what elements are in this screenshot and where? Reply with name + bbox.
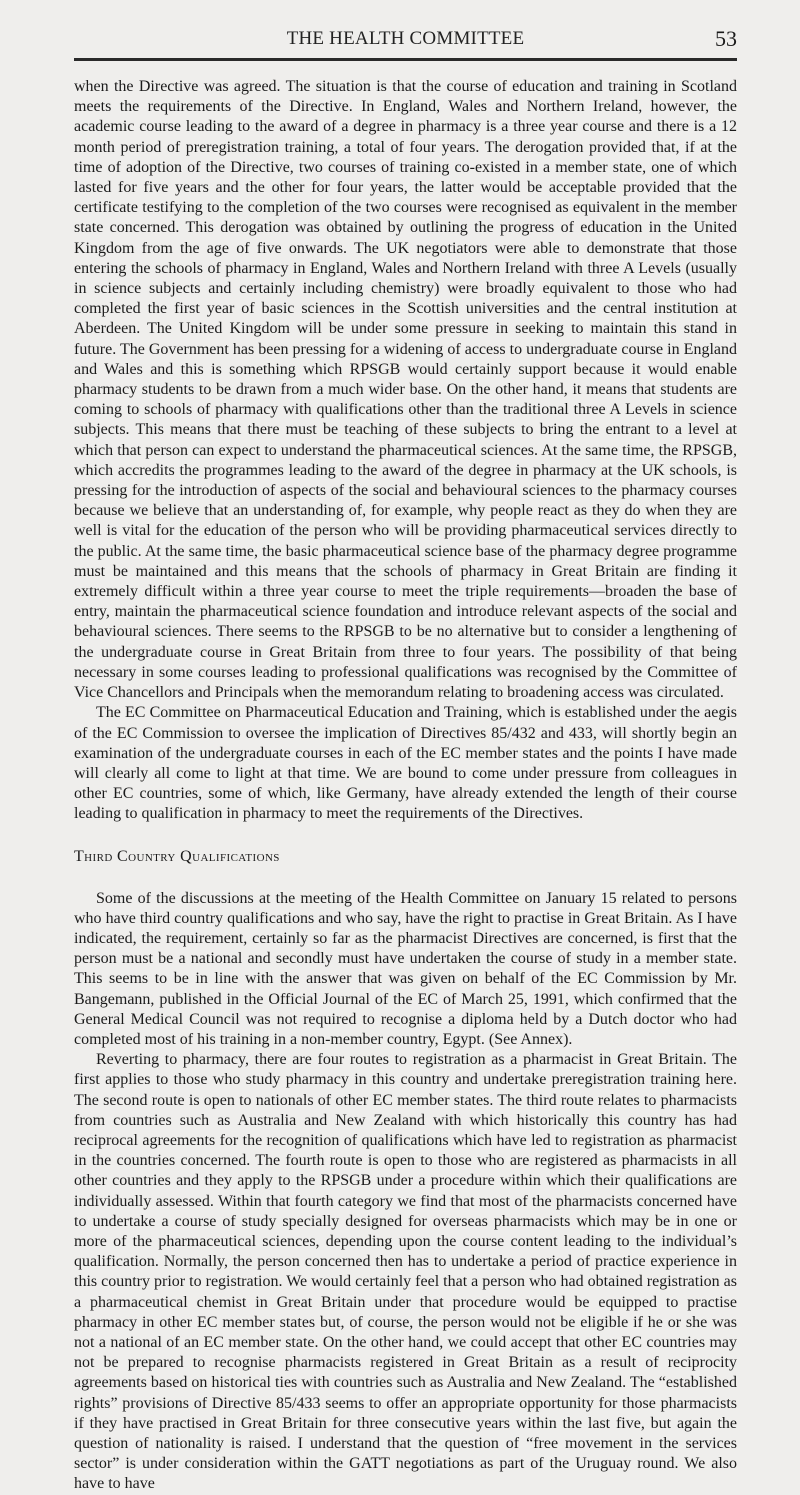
running-title: THE HEALTH COMMITTEE [286, 28, 525, 49]
paragraph: Some of the discussions at the meeting of the Health Committee on January 15 related to persons who have third country qualifications and who say, have the right to practise in Great Britain. As I have indicated, the requirement, certainly so far as the pharmacist Directives are concerned, is first that the person must be a national and secondly must have undertaken the course of study in a member state. This seems to be in line with the answer that was given on behalf of the EC Commission by Mr. Bangemann, published in the Official Journal of the EC of March 25, 1991, which confirmed that the General Medical Council was not required to recognise a diploma held by a Dutch doctor who had completed most of his training in a non-member country, Egypt. (See Annex). [74, 889, 737, 1048]
running-header [74, 20, 737, 50]
paragraph: when the Directive was agreed. The situation is that the course of education and training in Scotland meets the requirements of the Directive. In England, Wales and Northern Ireland, however, the academic course leading to the award of a degree in pharmacy is a three year course and there is a 12 month period of preregistration training, a total of four years. The derogation provided that, if at the time of adoption of the Directive, two courses of training co-existed in a member state, one of which lasted for five years and the other for four years, the latter would be acceptable provided that the certificate testifying to the completion of the two courses were recognised as equivalent in the member state concerned. This derogation was obtained by outlining the progress of education in the United Kingdom from the age of five onwards. The UK negotiators were able to demonstrate that those entering the schools of pharmacy in England, Wales and Northern Ireland with three A Levels (usually in science subjects and certainly including chemistry) were broadly equivalent to those who had completed the first year of basic sciences in the Scottish universities and the central institution at Aberdeen. The United Kingdom will be under some pressure in seeking to maintain this stand in future. The Government has been pressing for a widening of access to undergraduate course in England and Wales and this is something which RPSGB would certainly support because it would enable pharmacy students to be drawn from a much wider base. On the other hand, it means that students are coming to schools of pharmacy with qualifications other than the traditional three A Levels in science subjects. This means that there must be teaching of these subjects to bring the entrant to a level at which that person can expect to understand the pharmaceutical sciences. At the same time, the RPSGB, which accredits the programmes leading to the award of the degree in pharmacy at the UK schools, is pressing for the introduction of aspects of the social and behavioural sciences to the pharmacy courses because we believe that an understanding of, for example, why people react as they do when they are well is vital for the education of the person who will be providing pharmaceutical services directly to the public. At the same time, the basic pharmaceutical science base of the pharmacy degree programme must be maintained and this means that the schools of pharmacy in Great Britain are finding it extremely difficult within a three year course to meet the triple requirements—broaden the base of entry, maintain the pharmaceutical science foundation and introduce relevant aspects of the social and behavioural sciences. There seems to the RPSGB to be no alternative but to consider a lengthening of the undergraduate course in Great Britain from three to four years. The possibility of that being necessary in some courses leading to professional qualifications was recognised by the Committee of Vice Chancellors and Principals when the memorandum relating to broadening access was circulated. [74, 78, 737, 702]
body-text [74, 77, 737, 1495]
page-number: 53 [715, 26, 737, 51]
paragraph: The EC Committee on Pharmaceutical Education and Training, which is established under the aegis of the EC Commission to oversee the implication of Directives 85/432 and 433, will shortly begin an examination of the undergraduate courses in each of the EC member states and the points I have made will clearly all come to light at that time. We are bound to come under pressure from colleagues in other EC countries, some of which, like Germany, have already extended the length of their course leading to qualification in pharmacy to meet the requirements of the Directives. [74, 704, 737, 823]
header-rule [74, 58, 737, 61]
section-heading: Third Country Qualifications [74, 847, 280, 865]
paragraph: Reverting to pharmacy, there are four routes to registration as a pharmacist in Great Britain. The first applies to those who study pharmacy in this country and undertake preregistration training here. The second route is open to nationals of other EC member states. The third route relates to pharmacists from countries such as Australia and New Zealand with which historically this country has had reciprocal agreements for the recognition of qualifications which have led to registration as pharmacist in the countries concerned. The fourth route is open to those who are registered as pharmacists in all other countries and they apply to the RPSGB under a procedure within which their qualifications are individually assessed. Within that fourth category we find that most of the pharmacists concerned have to undertake a course of study specially designed for overseas pharmacists which may be in one or more of the pharmaceutical sciences, depending upon the course content leading to the individual’s qualification. Normally, the person concerned then has to undertake a period of practice experience in this country prior to registration. We would certainly feel that a person who had obtained registration as a pharmaceutical chemist in Great Britain under that procedure would be equipped to practise pharmacy in other EC member states but, of course, the person would not be eligible if he or she was not a national of an EC member state. On the other hand, we could accept that other EC countries may not be prepared to recognise pharmacists registered in Great Britain as a result of reciprocity agreements based on historical ties with countries such as Australia and New Zealand. The “established rights” provisions of Directive 85/433 seems to offer an appropriate opportunity for those pharmacists if they have practised in Great Britain for three consecutive years within the last five, but again the question of nationality is raised. I understand that the question of “free movement in the services sector” is under consideration within the GATT negotiations as part of the Uruguay round. We also have to have [74, 1051, 737, 1493]
